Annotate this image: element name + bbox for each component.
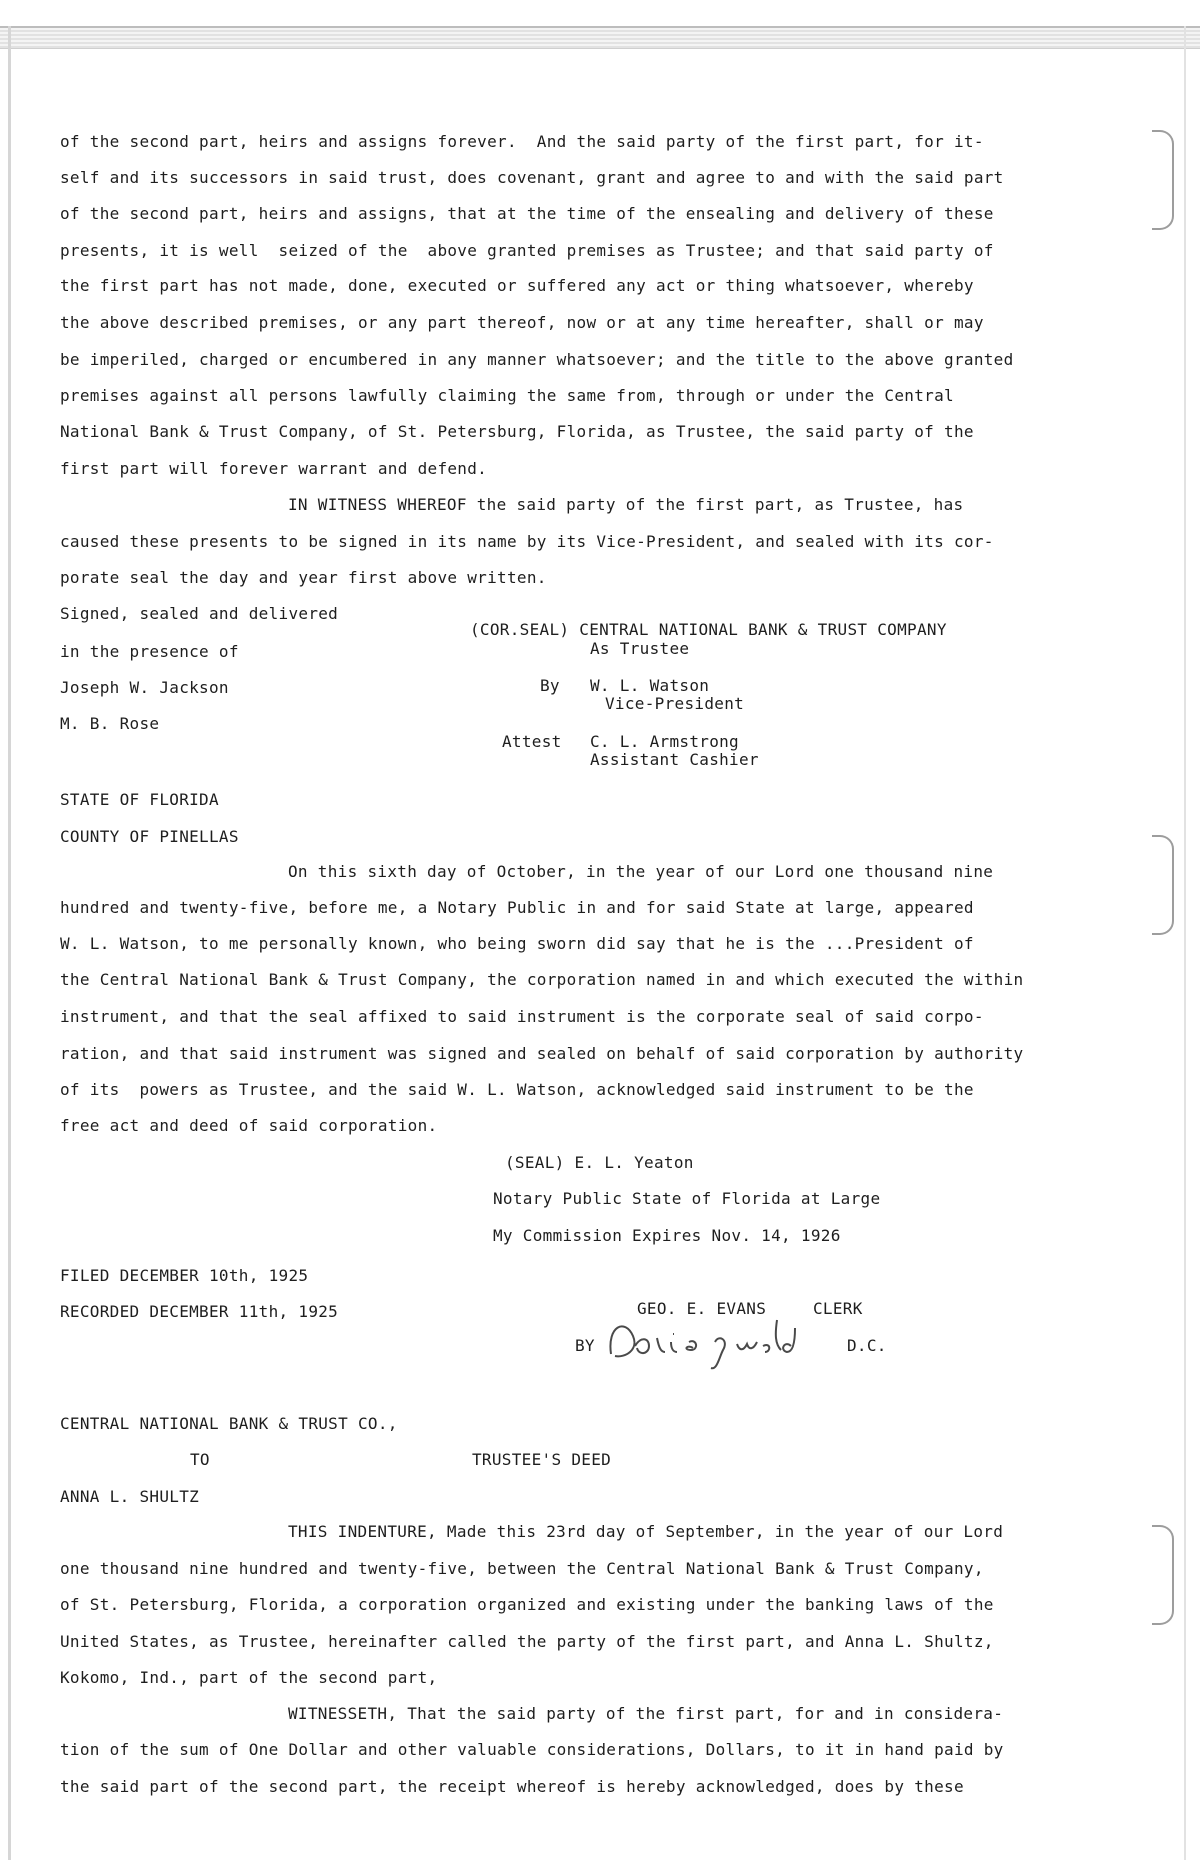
para-line: be imperiled, charged or encumbered in any manner whatsoever; and the title to the above granted [60,350,1014,369]
scan-top-edge [0,26,1200,49]
signatures-line: (COR.SEAL) CENTRAL NATIONAL BANK & TRUST COMPANY [470,620,947,639]
notary-line: (SEAL) E. L. Yeaton [505,1153,694,1172]
para-line: presents, it is well seized of the above granted premises as Trustee; and that said party of [60,241,994,260]
para-line: Kokomo, Ind., part of the second part, [60,1668,438,1687]
filing-line: BY [575,1336,595,1355]
binder-hole-2 [1152,835,1174,935]
para-line: the above described premises, or any part thereof, now or at any time hereafter, shall or may [60,313,984,332]
notary-line: Notary Public State of Florida at Large [493,1189,881,1208]
signatures-line: By [540,676,560,695]
para-line: of St. Petersburg, Florida, a corporation organized and existing under the banking laws of the [60,1595,994,1614]
signatures-line: Assistant Cashier [590,750,759,769]
heading-line: TRUSTEE'S DEED [472,1450,612,1469]
para-line: COUNTY OF PINELLAS [60,827,239,846]
signatures-line: in the presence of [60,642,239,661]
binder-hole-3 [1152,1525,1174,1625]
para-line: of its powers as Trustee, and the said W. L. Watson, acknowledged said instrument to be the [60,1080,974,1099]
signatures-line: C. L. Armstrong [590,732,739,751]
para-line: porate seal the day and year first above written. [60,568,547,587]
para-line: WITNESSETH, That the said party of the first part, for and in considera- [288,1704,1004,1723]
filing-line: GEO. E. EVANS [637,1299,767,1318]
binder-hole-1 [1152,130,1174,230]
para-line: of the second part, heirs and assigns forever. And the said party of the first part, for it- [60,132,984,151]
signatures-line: As Trustee [590,639,690,658]
filing-line: CLERK [813,1299,863,1318]
para-line: THIS INDENTURE, Made this 23rd day of September, in the year of our Lord [288,1522,1004,1541]
filing-line: D.C. [847,1336,887,1355]
para-line: STATE OF FLORIDA [60,790,219,809]
para-line: National Bank & Trust Company, of St. Petersburg, Florida, as Trustee, the said party of the [60,422,974,441]
heading-line: ANNA L. SHULTZ [60,1487,200,1506]
para-line: self and its successors in said trust, does covenant, grant and agree to and with the said part [60,168,1004,187]
signatures-line: Vice-President [605,694,745,713]
signatures-line: W. L. Watson [590,676,710,695]
signatures-line: M. B. Rose [60,714,160,733]
heading-line: CENTRAL NATIONAL BANK & TRUST CO., [60,1414,398,1433]
notary-line: My Commission Expires Nov. 14, 1926 [493,1226,841,1245]
para-line: On this sixth day of October, in the year of our Lord one thousand nine [288,862,994,881]
para-line: hundred and twenty-five, before me, a Notary Public in and for said State at large, appeared [60,898,974,917]
para-line: first part will forever warrant and defend. [60,459,488,478]
para-line: the first part has not made, done, executed or suffered any act or thing whatsoever, whereby [60,276,974,295]
scan-left-edge [8,26,11,1860]
para-line: the said part of the second part, the receipt whereof is hereby acknowledged, does by these [60,1777,964,1796]
para-line: IN WITNESS WHEREOF the said party of the first part, as Trustee, has [288,495,964,514]
signatures-line: Joseph W. Jackson [60,678,229,697]
para-line: free act and deed of said corporation. [60,1116,438,1135]
scan-right-edge [1184,26,1186,1860]
para-line: caused these presents to be signed in its name by its Vice-President, and sealed with its cor- [60,532,994,551]
heading-line: TO [190,1450,210,1469]
para-line: ration, and that said instrument was signed and sealed on behalf of said corporation by authority [60,1044,1024,1063]
signatures-line: Signed, sealed and delivered [60,604,339,623]
filing-line: RECORDED DECEMBER 11th, 1925 [60,1302,339,1321]
signatures-line: Attest [502,732,562,751]
para-line: premises against all persons lawfully claiming the same from, through or under the Central [60,386,954,405]
filing-line: FILED DECEMBER 10th, 1925 [60,1266,309,1285]
handwritten-signature [605,1312,835,1381]
para-line: United States, as Trustee, hereinafter called the party of the first part, and Anna L. Shultz, [60,1632,994,1651]
para-line: instrument, and that the seal affixed to said instrument is the corporate seal of said corpo- [60,1007,984,1026]
para-line: W. L. Watson, to me personally known, who being sworn did say that he is the ...President of [60,934,974,953]
para-line: the Central National Bank & Trust Company, the corporation named in and which executed the within [60,970,1024,989]
para-line: one thousand nine hundred and twenty-five, between the Central National Bank & Trust Company, [60,1559,984,1578]
para-line: of the second part, heirs and assigns, that at the time of the ensealing and delivery of these [60,204,994,223]
para-line: tion of the sum of One Dollar and other valuable considerations, Dollars, to it in hand paid by [60,1740,1004,1759]
